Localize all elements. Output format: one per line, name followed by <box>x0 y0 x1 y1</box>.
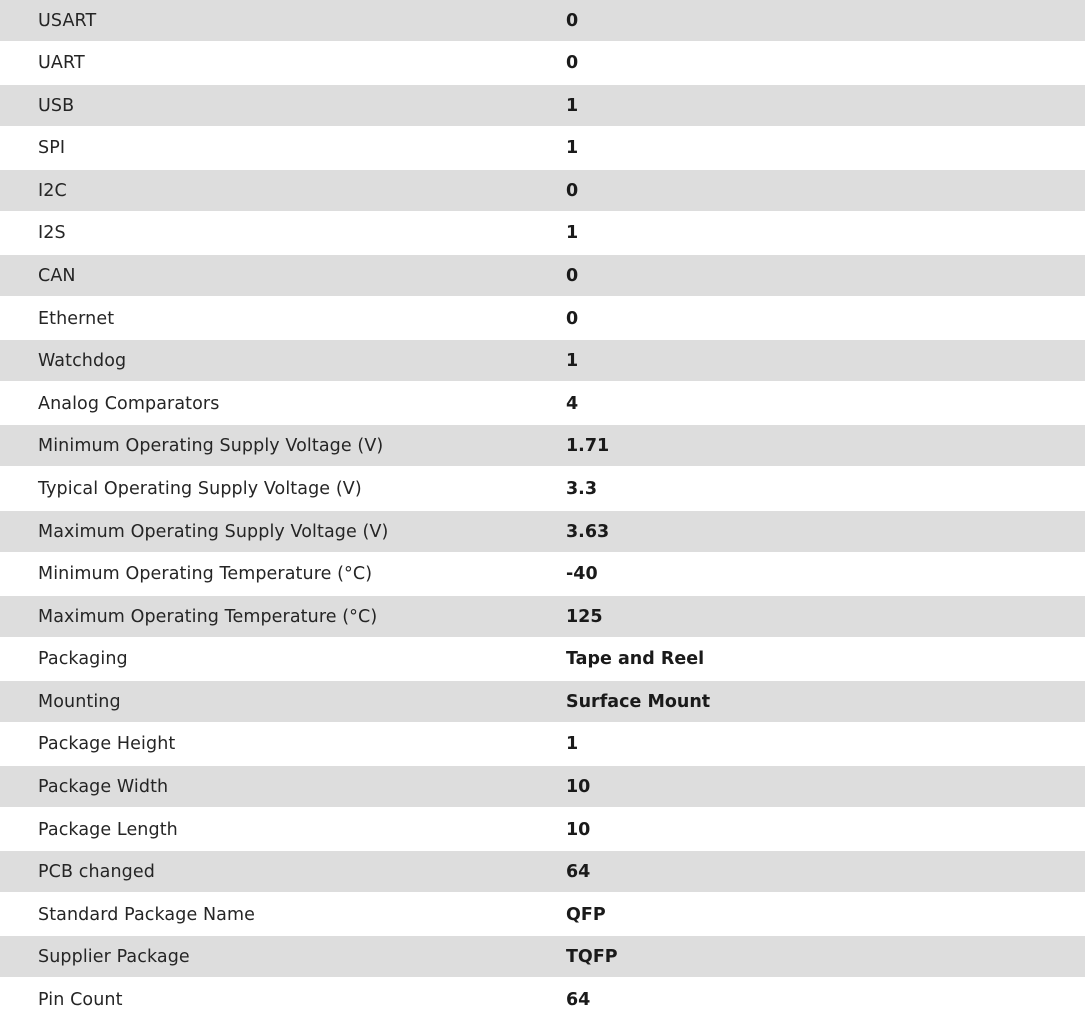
row-label: Packaging <box>38 648 128 669</box>
row-label: Minimum Operating Temperature (°C) <box>38 563 373 584</box>
table-row <box>0 681 1085 722</box>
row-label: Supplier Package <box>38 946 190 967</box>
table-row <box>0 468 1085 509</box>
table-row <box>0 0 1085 41</box>
table-row <box>0 85 1085 126</box>
row-label: Maximum Operating Supply Voltage (V) <box>38 521 389 542</box>
row-label: Ethernet <box>38 308 115 329</box>
row-value: 0 <box>566 265 579 286</box>
row-label: Analog Comparators <box>38 393 220 414</box>
row-label: Watchdog <box>38 350 127 371</box>
row-value: 0 <box>566 308 579 329</box>
table-row <box>0 340 1085 381</box>
row-value: 0 <box>566 52 579 73</box>
row-value: Tape and Reel <box>566 648 705 669</box>
row-value: 1 <box>566 137 579 158</box>
row-label: Package Length <box>38 819 178 840</box>
table-row <box>0 255 1085 296</box>
row-label: Minimum Operating Supply Voltage (V) <box>38 435 384 456</box>
table-row <box>0 42 1085 83</box>
table-row <box>0 809 1085 850</box>
row-value: 1 <box>566 95 579 116</box>
table-row <box>0 936 1085 977</box>
row-label: PCB changed <box>38 861 155 882</box>
row-label: I2S <box>38 222 66 243</box>
row-label: UART <box>38 52 85 73</box>
table-row <box>0 298 1085 339</box>
table-row <box>0 425 1085 466</box>
row-label: USB <box>38 95 75 116</box>
row-value: 4 <box>566 393 579 414</box>
row-value: 1 <box>566 350 579 371</box>
row-value: 125 <box>566 606 603 627</box>
row-label: SPI <box>38 137 66 158</box>
table-row <box>0 894 1085 935</box>
row-value: TQFP <box>566 946 618 967</box>
row-label: Package Height <box>38 733 176 754</box>
table-row <box>0 638 1085 679</box>
row-value: 3.63 <box>566 521 610 542</box>
row-value: 1.71 <box>566 435 610 456</box>
table-row <box>0 766 1085 807</box>
row-value: Surface Mount <box>566 691 711 712</box>
row-value: 1 <box>566 222 579 243</box>
table-row <box>0 383 1085 424</box>
table-row <box>0 596 1085 637</box>
row-value: 64 <box>566 989 591 1010</box>
table-row <box>0 979 1085 1015</box>
row-value: 0 <box>566 10 579 31</box>
row-value: 3.3 <box>566 478 598 499</box>
row-label: Maximum Operating Temperature (°C) <box>38 606 378 627</box>
row-value: 1 <box>566 733 579 754</box>
row-label: I2C <box>38 180 67 201</box>
row-label: Package Width <box>38 776 169 797</box>
row-value: 10 <box>566 776 591 797</box>
row-value: 0 <box>566 180 579 201</box>
table-row <box>0 851 1085 892</box>
table-row <box>0 511 1085 552</box>
row-value: -40 <box>566 563 598 584</box>
row-label: Pin Count <box>38 989 123 1010</box>
row-label: Standard Package Name <box>38 904 256 925</box>
table-row <box>0 212 1085 253</box>
table-row <box>0 127 1085 168</box>
row-label: USART <box>38 10 97 31</box>
row-value: 64 <box>566 861 591 882</box>
row-label: CAN <box>38 265 76 286</box>
table-row <box>0 170 1085 211</box>
row-value: QFP <box>566 904 606 925</box>
table-row <box>0 723 1085 764</box>
row-label: Typical Operating Supply Voltage (V) <box>38 478 362 499</box>
table-row <box>0 553 1085 594</box>
row-value: 10 <box>566 819 591 840</box>
row-label: Mounting <box>38 691 121 712</box>
